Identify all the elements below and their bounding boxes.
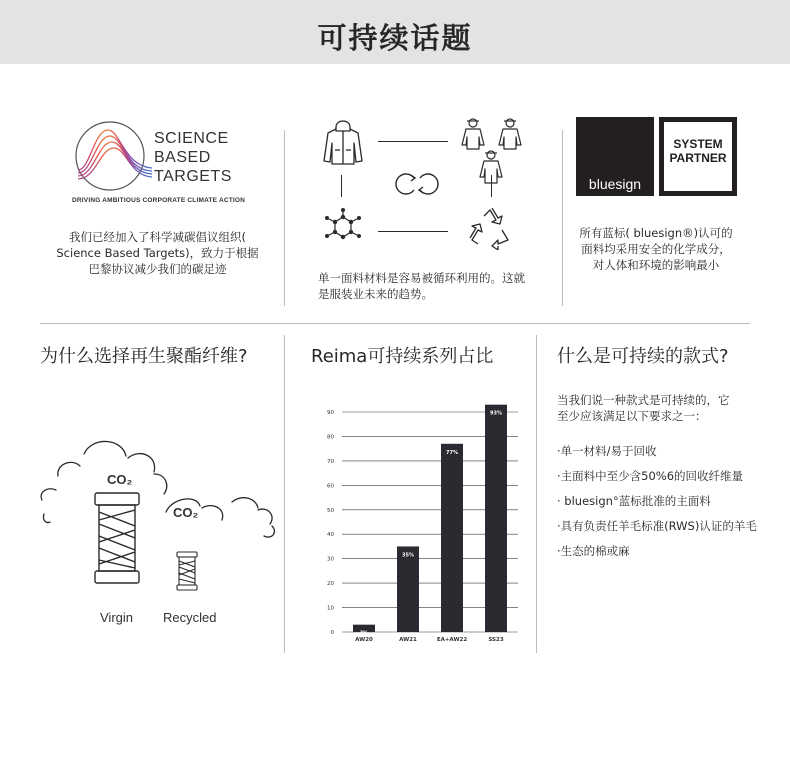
chart-y-tick-label: 80 <box>327 434 334 441</box>
virgin-spool-icon <box>92 490 142 586</box>
chart-bar <box>397 546 419 632</box>
criteria-item: ·生态的棉或麻 <box>557 544 630 558</box>
chart-data-label: 77% <box>446 449 458 456</box>
chart-x-tick-label: AW21 <box>399 637 417 643</box>
divider-bottom-right <box>536 335 537 653</box>
recycle-icon <box>468 208 512 250</box>
sbti-logo-line-1: SCIENCE <box>154 130 229 147</box>
chart-x-tick-label: EA+AW22 <box>436 637 468 643</box>
sbti-rainbow-logo-icon <box>68 118 168 198</box>
bluesign-desc-line: 所有蓝标( bluesign®)认可的 <box>579 226 733 240</box>
sbti-description <box>40 229 275 277</box>
sbti-desc-line: 巴黎协议减少我们的碳足迹 <box>88 262 227 276</box>
chart-data-label: 35% <box>402 552 414 559</box>
what-intro-line: 至少应该满足以下要求之一： <box>557 409 707 423</box>
bluesign-wordmark: bluesign <box>588 176 642 192</box>
chart-y-tick-label: 20 <box>327 581 334 588</box>
sbti-tagline: DRIVING AMBITIOUS CORPORATE CLIMATE ACTION <box>72 197 246 204</box>
sbti-desc-line: Science Based Targets)，致力于根据 <box>56 246 259 260</box>
sbti-logo-line-2: BASED <box>154 149 211 166</box>
bluesign-desc-line: 面料均采用安全的化学成分， <box>581 242 731 256</box>
cycle-desc-line: 是服装业未来的趋势。 <box>318 287 433 301</box>
chart-y-tick-label: 0 <box>330 630 334 636</box>
bluesign-logo <box>576 117 654 196</box>
cycle-desc-line: 单一面料材料是容易被循环利用的。这就 <box>318 271 525 285</box>
header-band <box>0 0 790 64</box>
divider-horizontal <box>40 323 750 324</box>
co2-label-recycled: CO₂ <box>173 505 199 520</box>
sustainable-share-bar-chart <box>318 400 528 650</box>
molecule-icon <box>320 207 366 247</box>
why-recycled-title: 为什么选择再生聚酯纤维? <box>40 346 248 367</box>
cycle-line-bottom <box>378 231 448 232</box>
chart-bar <box>441 444 463 632</box>
criteria-item: ·单一材料/易于回收 <box>557 444 657 458</box>
criteria-item: ·具有负责任羊毛标准(RWS)认证的羊毛 <box>557 519 757 533</box>
system-partner-text <box>664 137 732 165</box>
bluesign-description <box>566 225 746 273</box>
loop-arrows-icon <box>392 170 442 198</box>
divider-top-left <box>284 130 285 306</box>
bluesign-desc-line: 对人体和环境的影响最小 <box>592 258 720 272</box>
virgin-label: Virgin <box>100 610 134 625</box>
recycled-label: Recycled <box>163 610 217 625</box>
chart-x-tick-label: SS23 <box>488 637 504 643</box>
criteria-item: ·主面料中至少含50%6的回收纤维量 <box>557 469 744 483</box>
chart-y-tick-label: 10 <box>327 605 334 612</box>
chart-x-tick-label: AW20 <box>355 637 373 643</box>
system-partner-line: PARTNER <box>669 151 727 165</box>
share-title: Reima可持续系列占比 <box>311 346 494 367</box>
what-sustainable-title: 什么是可持续的款式? <box>557 346 729 367</box>
system-partner-badge <box>659 117 737 196</box>
chart-y-tick-label: 40 <box>327 532 334 539</box>
criteria-item: · bluesign°蓝标批准的主面料 <box>557 494 711 508</box>
chart-y-tick-label: 70 <box>327 458 334 465</box>
what-intro-line: 当我们说一种款式是可持续的，它 <box>557 393 730 407</box>
chart-data-label: 3% <box>359 630 369 637</box>
chart-y-tick-label: 30 <box>327 556 334 563</box>
system-partner-line: SYSTEM <box>673 137 723 151</box>
page-title: 可持续话题 <box>317 21 473 55</box>
what-intro <box>557 392 757 424</box>
cycle-line-left <box>341 175 342 197</box>
co2-label-virgin: CO₂ <box>107 472 133 487</box>
sbti-logo-line-3: TARGETS <box>154 168 232 185</box>
chart-y-tick-label: 50 <box>327 507 334 514</box>
chart-bar <box>485 405 507 632</box>
cloud-big-icon <box>36 432 296 552</box>
jacket-icon <box>320 117 366 167</box>
cycle-description <box>318 270 558 302</box>
system-partner-inner <box>664 122 732 191</box>
chart-y-tick-label: 60 <box>327 483 334 490</box>
cycle-line-top <box>378 141 448 142</box>
chart-y-tick-label: 90 <box>327 410 334 416</box>
cycle-line-right <box>491 175 492 197</box>
divider-top-right <box>562 130 563 306</box>
recycled-spool-icon <box>176 551 198 591</box>
chart-data-label: 93% <box>490 410 502 417</box>
people-group-icon <box>458 117 534 185</box>
sbti-desc-line: 我们已经加入了科学减碳倡议组织( <box>69 230 246 244</box>
